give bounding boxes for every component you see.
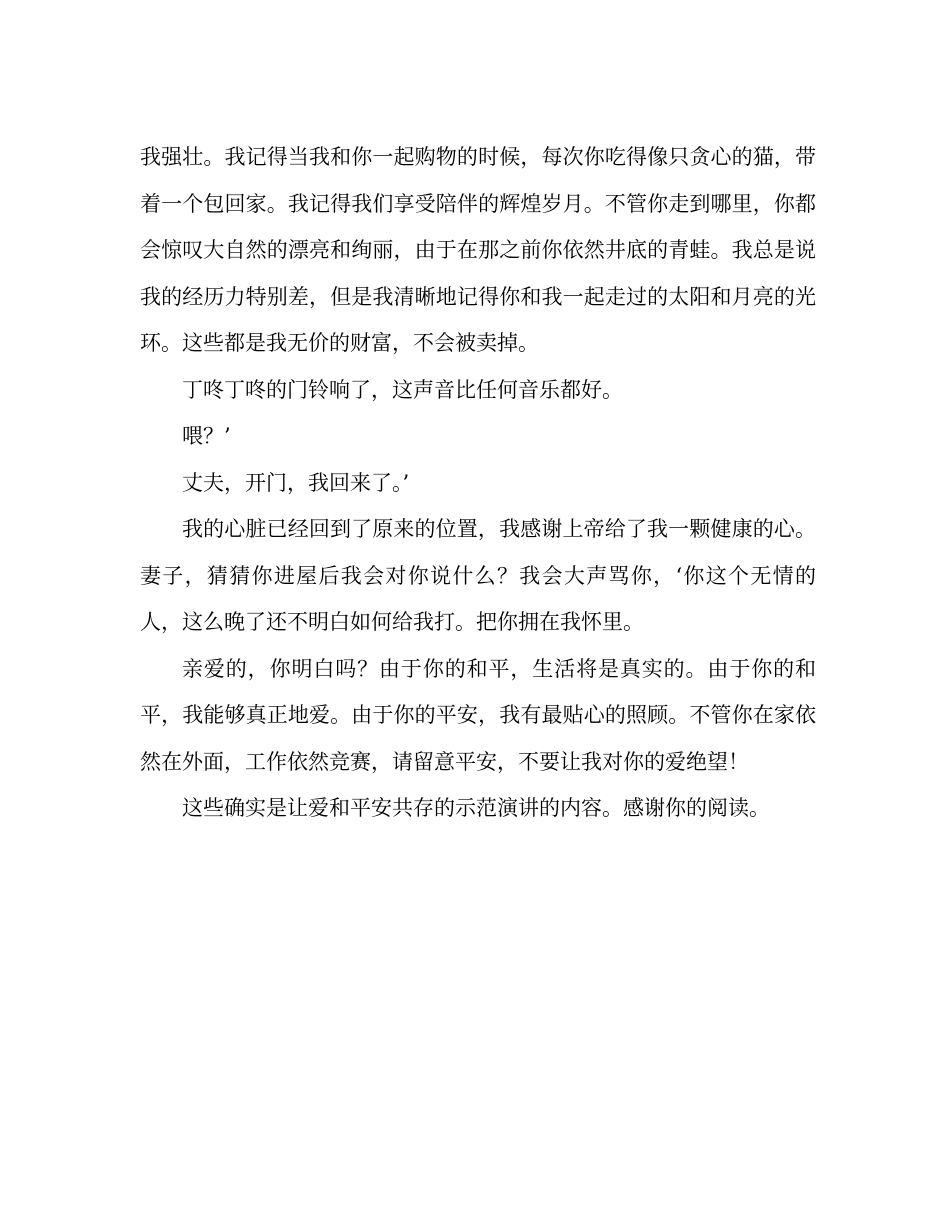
paragraph-4: 丈夫，开门，我回来了。’ bbox=[182, 470, 410, 495]
paragraph-3: 喂？’ bbox=[182, 424, 231, 448]
paragraph-2: 丁咚丁咚的门铃响了，这声音比任何音乐都好。 bbox=[182, 377, 623, 402]
document-page bbox=[140, 134, 816, 832]
paragraph-1: 我强壮。我记得当我和你一起购物的时候，每次你吃得像只贪心的猫，带着一个包回家。我记得我们享受陪伴的辉煌岁月。不管你走到哪里，你都会惊叹大自然的漂亮和绚丽，由于在那之前你依然井底的青蛙。我总是说我的经历力特别差，但是我清晰地记得你和我一起走过的太阳和月亮的光环。这些都是我无价的财富，不会被卖掉。 bbox=[140, 145, 816, 355]
paragraph-5: 我的心脏已经回到了原来的位置，我感谢上帝给了我一颗健康的心。妻子，猜猜你进屋后我会对你说什么？我会大声骂你，‘你这个无情的人，这么晚了还不明白如何给我打。把你拥在我怀里。 bbox=[140, 517, 816, 634]
paragraph-7: 这些确实是让爱和平安共存的示范演讲的内容。感谢你的阅读。 bbox=[182, 796, 770, 820]
paragraph-6: 亲爱的，你明白吗？由于你的和平，生活将是真实的。由于你的和平，我能够真正地爱。由于你的平安，我有最贴心的照顾。不管你在家依然在外面，工作依然竞赛，请留意平安，不要让我对你的爱绝望！ bbox=[140, 656, 816, 774]
